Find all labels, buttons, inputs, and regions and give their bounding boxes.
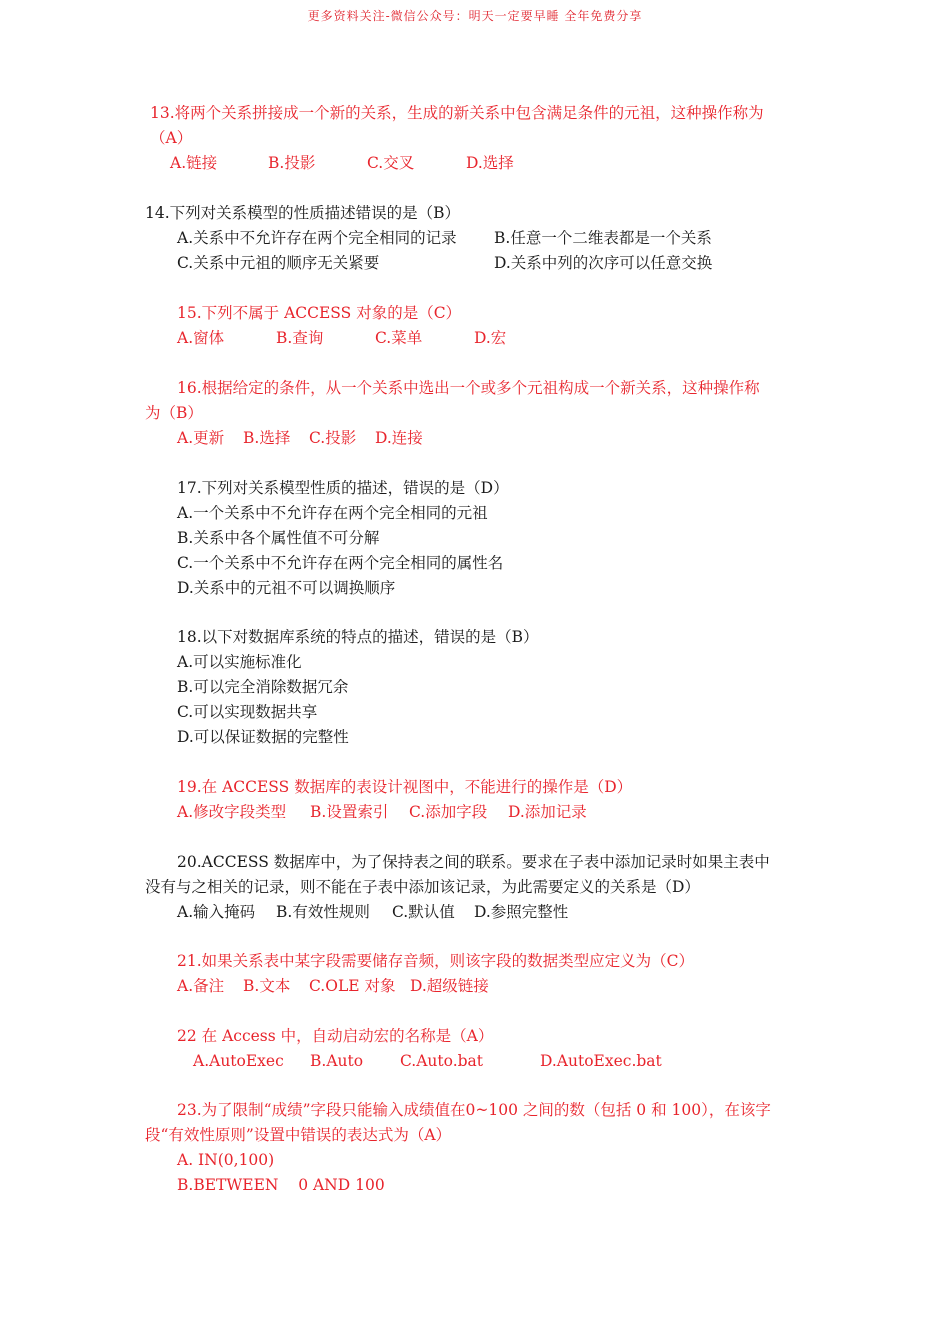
q15-option-d: D.宏 <box>474 329 507 347</box>
q21-option-b: B.文本 <box>243 977 291 995</box>
q19-option-b: B.设置索引 <box>310 803 389 821</box>
q18-option-a: A.可以实施标准化 <box>177 653 302 671</box>
q16-option-b: B.选择 <box>243 429 291 447</box>
q15-option-b: B.查询 <box>276 329 324 347</box>
q22-option-b: B.Auto <box>310 1052 364 1070</box>
q23-line2: 段“有效性原则”设置中错误的表达式为（A） <box>145 1126 452 1144</box>
q14-option-c: C.关系中元祖的顺序无关紧要 <box>177 254 380 272</box>
q16-option-a: A.更新 <box>177 429 225 447</box>
q13-line1: 13.将两个关系拼接成一个新的关系，生成的新关系中包含满足条件的元祖，这种操作称为 <box>150 104 764 122</box>
q16-option-c: C.投影 <box>309 429 357 447</box>
q18-stem: 18.以下对数据库系统的特点的描述，错误的是（B） <box>177 628 539 646</box>
q14-option-d: D.关系中列的次序可以任意交换 <box>494 254 713 272</box>
q22-option-a: A.AutoExec <box>193 1052 284 1070</box>
q22-stem: 22 在 Access 中，自动启动宏的名称是（A） <box>177 1027 494 1045</box>
q18-option-b: B.可以完全消除数据冗余 <box>177 678 349 696</box>
q13-line2: （A） <box>150 129 193 147</box>
q21-option-d: D.超级链接 <box>410 977 489 995</box>
q20-line2: 没有与之相关的记录，则不能在子表中添加该记录，为此需要定义的关系是（D） <box>145 878 700 896</box>
q14-option-a: A.关系中不允许存在两个完全相同的记录 <box>177 229 457 247</box>
q21-stem: 21.如果关系表中某字段需要储存音频，则该字段的数据类型应定义为（C） <box>177 952 695 970</box>
q20-option-b: B.有效性规则 <box>276 903 370 921</box>
q15-option-a: A.窗体 <box>177 329 225 347</box>
q13-option-a: A.链接 <box>170 154 218 172</box>
q19-option-a: A.修改字段类型 <box>177 803 287 821</box>
q13-option-c: C.交叉 <box>367 154 415 172</box>
q23-option-b: B.BETWEEN 0 AND 100 <box>177 1176 385 1194</box>
q22-option-d: D.AutoExec.bat <box>540 1052 662 1070</box>
q17-stem: 17.下列对关系模型性质的描述，错误的是（D） <box>177 479 509 497</box>
q18-option-c: C.可以实现数据共享 <box>177 703 318 721</box>
q22-option-c: C.Auto.bat <box>400 1052 484 1070</box>
q13-option-d: D.选择 <box>466 154 514 172</box>
q19-option-c: C.添加字段 <box>409 803 488 821</box>
q15-option-c: C.菜单 <box>375 329 423 347</box>
q17-option-a: A.一个关系中不允许存在两个完全相同的元祖 <box>177 504 488 522</box>
q20-option-d: D.参照完整性 <box>474 903 569 921</box>
q18-option-d: D.可以保证数据的完整性 <box>177 728 349 746</box>
q13-option-b: B.投影 <box>268 154 316 172</box>
q14-stem: 14.下列对关系模型的性质描述错误的是（B） <box>145 204 461 222</box>
page-header: 更多资料关注-微信公众号：明天一定要早睡 全年免费分享 <box>307 9 643 23</box>
q21-option-a: A.备注 <box>177 977 225 995</box>
q17-option-d: D.关系中的元祖不可以调换顺序 <box>177 579 396 597</box>
q21-option-c: C.OLE 对象 <box>309 977 396 995</box>
q19-option-d: D.添加记录 <box>508 803 587 821</box>
q14-option-b: B.任意一个二维表都是一个关系 <box>494 229 712 247</box>
q20-option-c: C.默认值 <box>392 903 455 921</box>
q16-line1: 16.根据给定的条件，从一个关系中选出一个或多个元祖构成一个新关系，这种操作称 <box>177 379 760 397</box>
q19-stem: 19.在 ACCESS 数据库的表设计视图中，不能进行的操作是（D） <box>177 778 633 796</box>
q17-option-b: B.关系中各个属性值不可分解 <box>177 529 380 547</box>
q23-line1: 23.为了限制“成绩”字段只能输入成绩值在0~100 之间的数（包括 0 和 100），在该字 <box>177 1101 771 1119</box>
q23-option-a: A. IN(0,100) <box>177 1151 275 1169</box>
q15-stem: 15.下列不属于 ACCESS 对象的是（C） <box>177 304 462 322</box>
q17-option-c: C.一个关系中不允许存在两个完全相同的属性名 <box>177 554 504 572</box>
q20-line1: 20.ACCESS 数据库中，为了保持表之间的联系。要求在子表中添加记录时如果主表中 <box>177 853 770 871</box>
q16-line2: 为（B） <box>145 404 203 422</box>
q16-option-d: D.连接 <box>375 429 423 447</box>
q20-option-a: A.输入掩码 <box>177 903 256 921</box>
